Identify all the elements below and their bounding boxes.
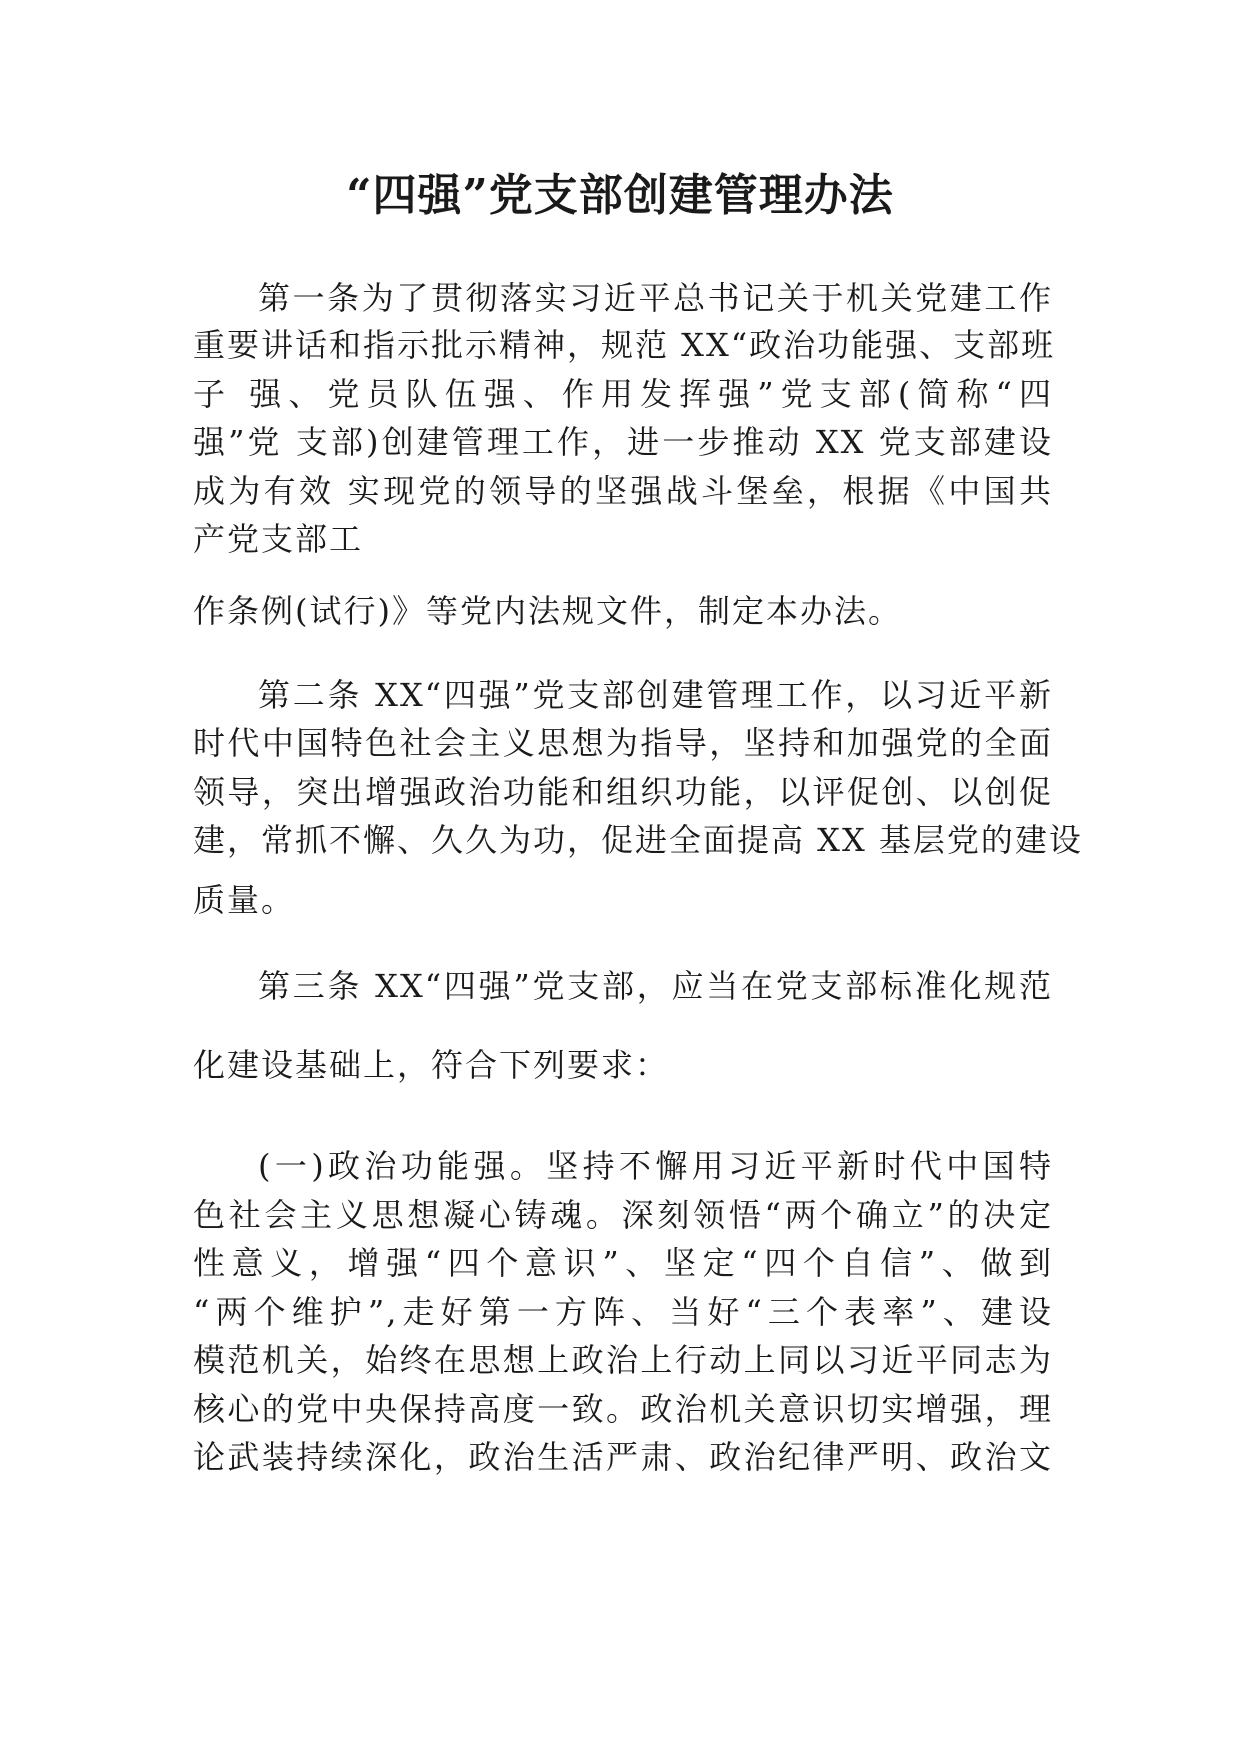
article-1-line-5: 成为有效 实现党的领导的坚强战斗堡垒，根据《中国共 — [193, 472, 1053, 510]
item-1-line-7: 论武装持续深化，政治生活严肃、政治纪律严明、政治文 — [193, 1438, 1053, 1476]
article-3-line-2: 化建设基础上，符合下列要求： — [193, 1046, 670, 1084]
article-1-line-3: 子 强、党员队伍强、作用发挥强”党支部(简称“四 — [193, 375, 1053, 413]
article-1-line-1: 第一条为了贯彻落实习近平总书记关于机关党建工作 — [258, 279, 1053, 317]
item-1-line-3: 性意义，增强“四个意识”、坚定“四个自信”、做到 — [193, 1244, 1053, 1282]
item-1-line-5: 模范机关，始终在思想上政治上行动上同以习近平同志为 — [193, 1341, 1053, 1379]
article-2-line-4: 建，常抓不懈、久久为功，促进全面提高 XX 基层党的建设 — [193, 821, 1083, 859]
article-1-line-6: 产党支部工 — [193, 520, 364, 558]
article-2-line-3: 领导，突出增强政治功能和组织功能，以评促创、以创促 — [193, 773, 1053, 811]
item-1-line-2: 色社会主义思想凝心铸魂。深刻领悟“两个确立”的决定 — [193, 1196, 1053, 1234]
article-2-line-2: 时代中国特色社会主义思想为指导，坚持和加强党的全面 — [193, 724, 1053, 762]
item-1-line-4: “两个维护”,走好第一方阵、当好“三个表率”、建设 — [193, 1293, 1053, 1331]
article-3-line-1: 第三条 XX“四强”党支部，应当在党支部标准化规范 — [258, 967, 1053, 1005]
document-title: “四强”党支部创建管理办法 — [346, 170, 894, 221]
article-1-line-2: 重要讲话和指示批示精神，规范 XX“政治功能强、支部班 — [193, 326, 1056, 364]
item-1-line-1: (一)政治功能强。坚持不懈用习近平新时代中国特 — [258, 1147, 1053, 1185]
article-2-line-5: 质量。 — [193, 881, 296, 919]
article-1-line-7: 作条例(试行)》等党内法规文件，制定本办法。 — [193, 592, 902, 630]
item-1-line-6: 核心的党中央保持高度一致。政治机关意识切实增强，理 — [193, 1390, 1053, 1428]
article-1-line-4: 强”党 支部)创建管理工作，进一步推动 XX 党支部建设 — [193, 423, 1053, 461]
article-2-line-1: 第二条 XX“四强”党支部创建管理工作，以习近平新 — [258, 676, 1053, 714]
